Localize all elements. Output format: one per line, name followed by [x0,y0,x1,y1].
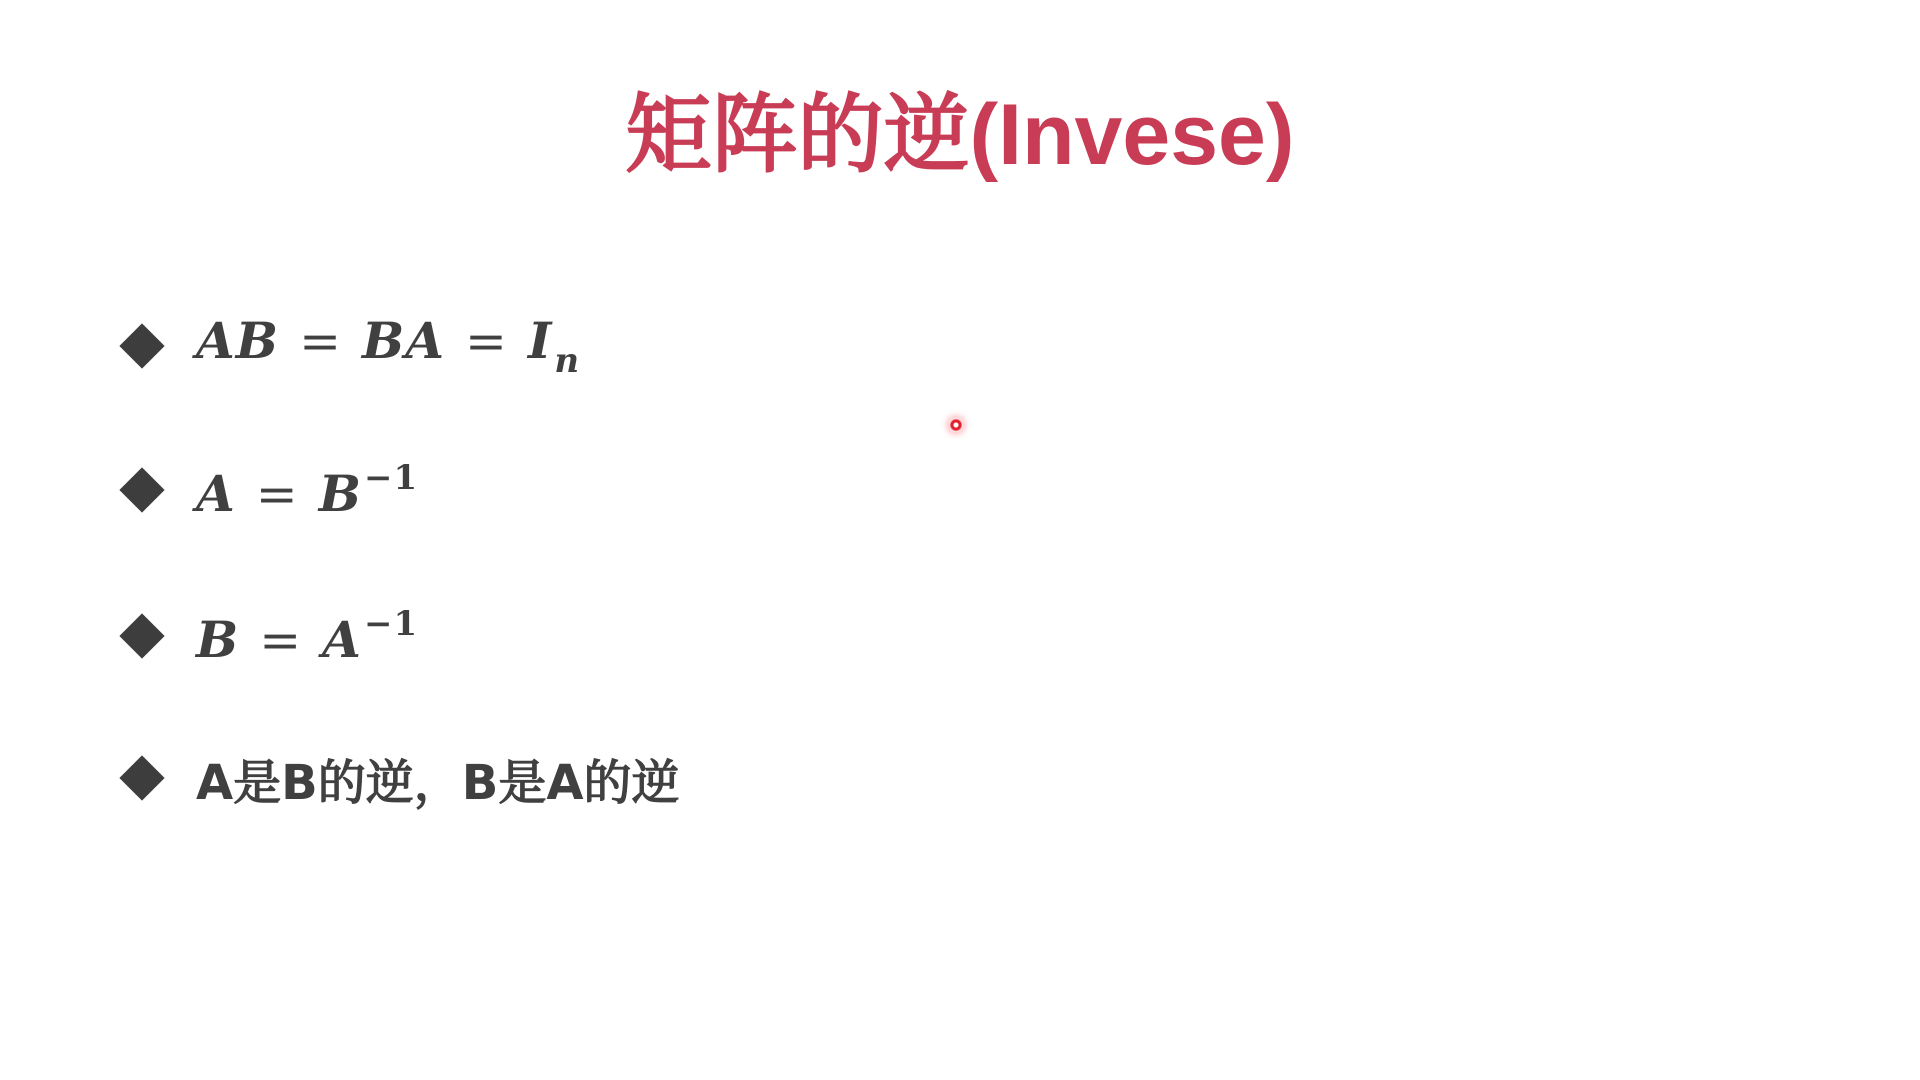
bullet-item-4 [118,738,679,818]
diamond-bullet-icon [119,467,164,512]
diamond-bullet-icon [119,755,164,800]
title-paren: (Invese) [969,87,1295,183]
math-term: A [196,463,236,523]
equation-a-equals-b-inverse [196,458,418,523]
equation-ab-ba-in [196,311,580,381]
math-term: AB [196,311,280,370]
math-term: A [322,609,362,669]
laser-pointer-icon [949,418,963,432]
bullet-item-3 [118,596,418,676]
bullet-item-2 [118,450,418,530]
diamond-bullet-icon [119,323,164,368]
diamond-bullet-icon [119,613,164,658]
math-operator: = [299,312,342,370]
math-term: BA [361,311,446,370]
math-term: I [527,311,553,370]
math-superscript: −1 [363,603,419,644]
inverse-statement: A是B的逆，B是A的逆 [196,754,680,811]
math-operator: = [465,312,508,370]
math-term: B [318,463,362,523]
slide-title [0,80,1920,190]
math-superscript: −1 [363,457,419,498]
equation-b-equals-a-inverse [196,604,418,669]
title-main: 矩阵的逆 [625,85,970,185]
math-term: B [196,609,240,669]
math-operator: = [259,610,303,669]
math-operator: = [255,464,299,523]
bullet-item-1 [118,306,580,386]
math-subscript: n [554,341,581,381]
